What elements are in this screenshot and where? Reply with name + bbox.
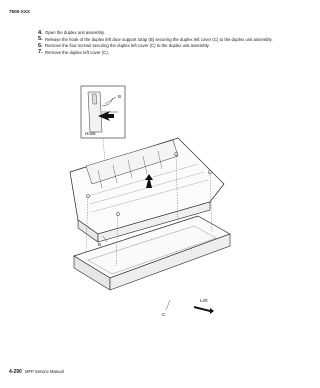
duplex-unit-illustration — [58, 84, 244, 326]
callout-b-lower: B — [98, 242, 102, 247]
page-number: 4-290 — [9, 369, 22, 375]
step-6 — [38, 43, 283, 49]
step-text: Open the duplex unit assembly. — [45, 30, 105, 35]
page-footer — [9, 369, 64, 375]
step-7 — [38, 50, 283, 56]
duplex-diagram — [58, 84, 244, 326]
step-text: Remove the four screws securing the duplex left cover (C) to the duplex unit assembly. — [45, 43, 210, 48]
step-text: Remove the duplex left cover (C). — [45, 49, 110, 55]
page-header: 7500-XXX — [9, 9, 30, 14]
left-arrow — [194, 306, 214, 314]
step-4 — [38, 30, 283, 36]
step-number: 5. — [38, 36, 43, 42]
callout-hook: Hook — [85, 131, 96, 136]
callout-c: C — [162, 312, 166, 317]
step-number: 7. — [38, 49, 43, 55]
callout-left: Left — [200, 298, 208, 303]
step-text: Release the hook of the duplex left door support strap (B) securing the duplex left cover (C) to the duplex unit assembly. — [45, 36, 273, 42]
step-number: 6. — [38, 42, 43, 49]
callout-b-top: B — [118, 94, 122, 99]
step-5 — [38, 37, 283, 43]
procedure-steps — [38, 30, 283, 56]
step-number: 4. — [38, 29, 43, 36]
manual-title: MFP Service Manual — [24, 369, 64, 374]
